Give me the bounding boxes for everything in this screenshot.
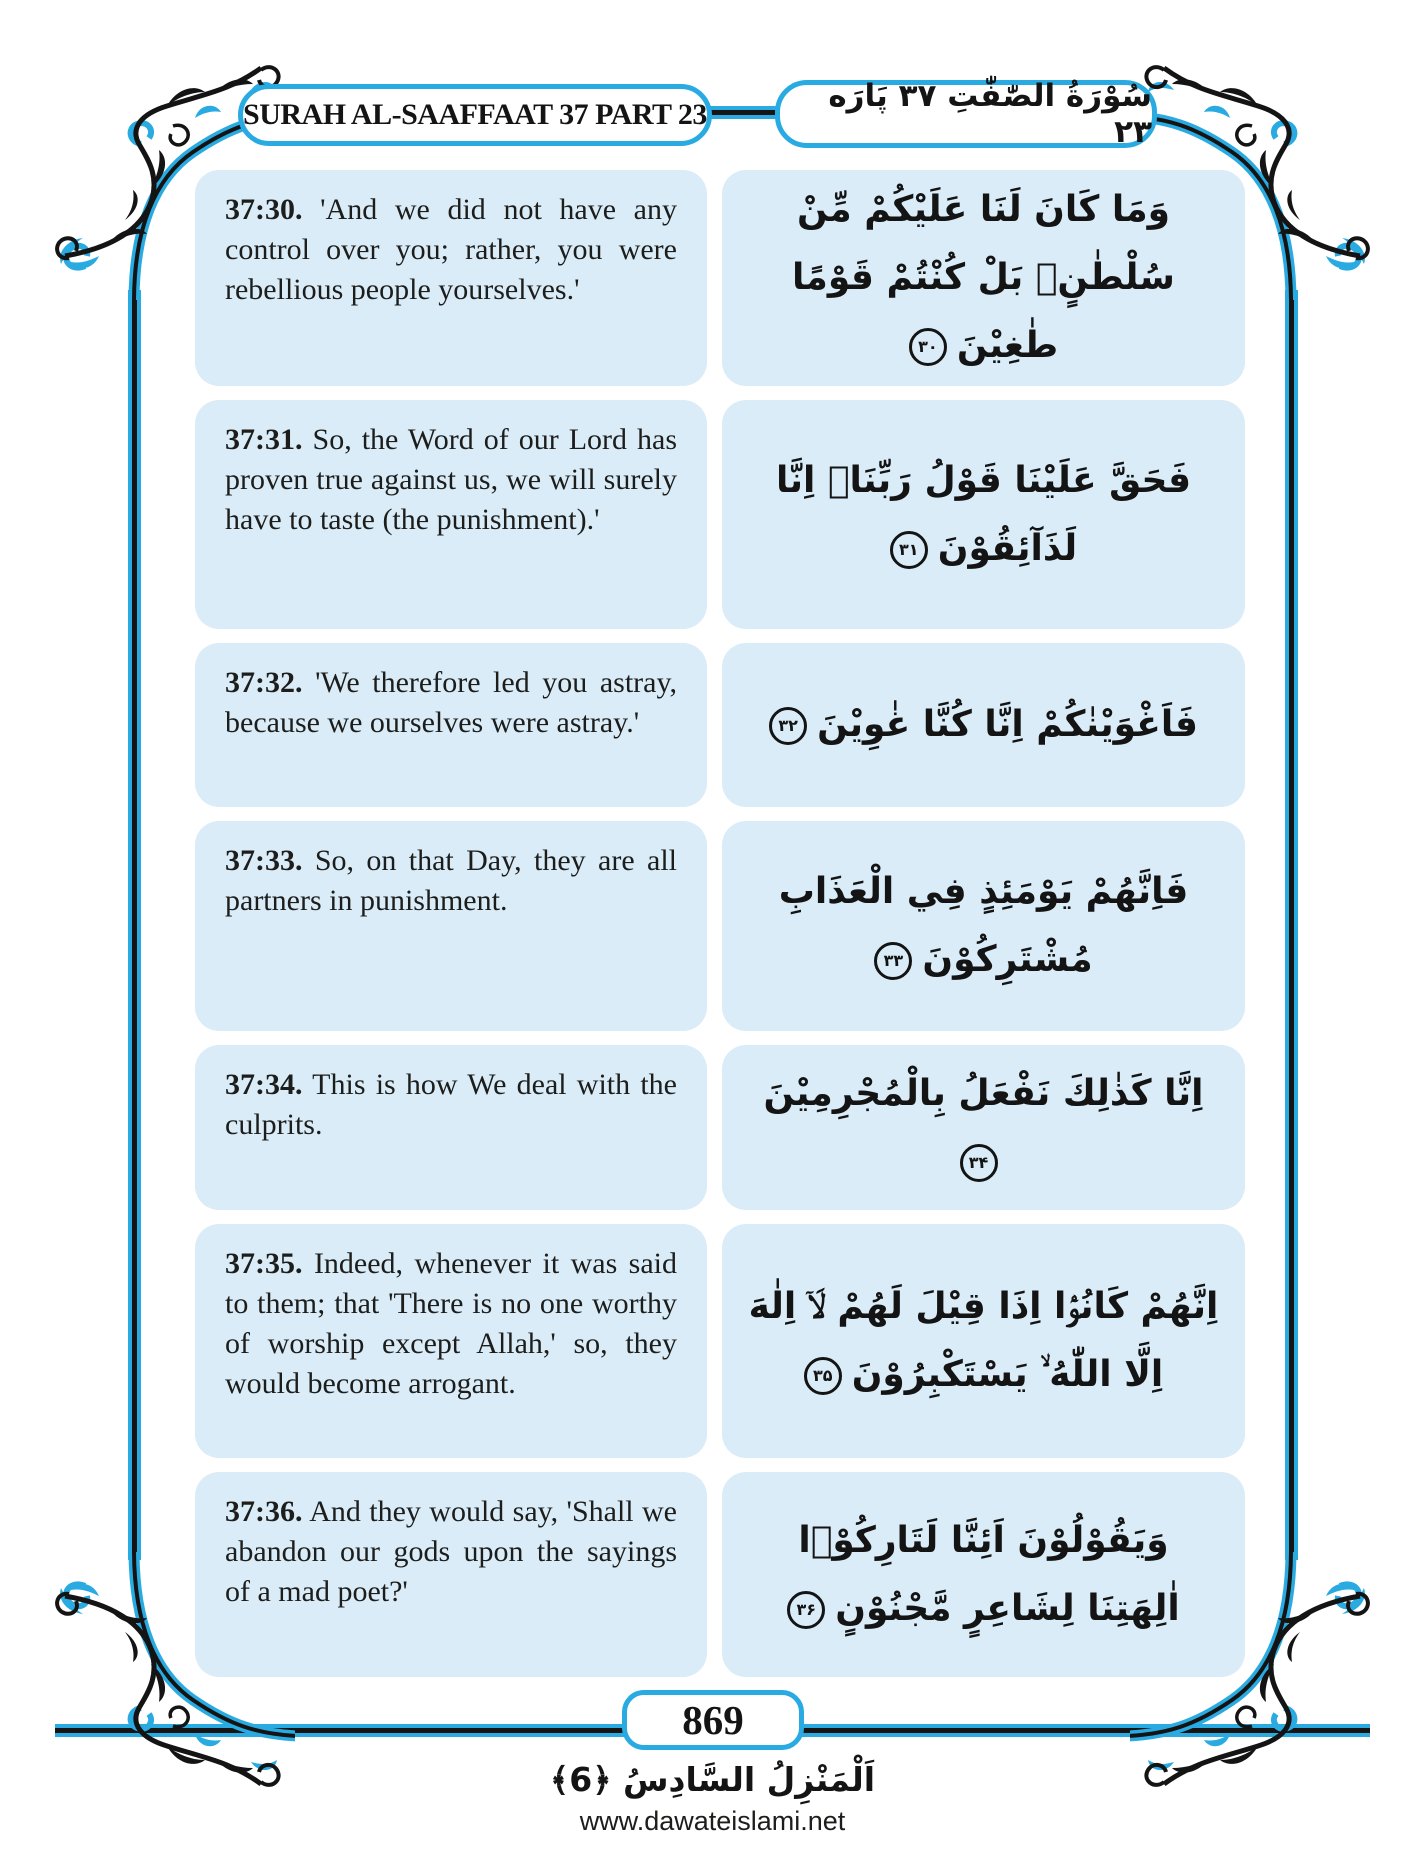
frame-line-right bbox=[1285, 290, 1298, 1560]
verse-number: 37:33. bbox=[225, 844, 303, 877]
arabic-verse-block bbox=[722, 400, 1245, 629]
english-verse-block bbox=[195, 821, 707, 1031]
ayah-number-badge: ۳۵ bbox=[804, 1357, 842, 1395]
english-verse-block bbox=[195, 1045, 707, 1210]
verse-number: 37:32. bbox=[225, 666, 303, 699]
verse-row bbox=[195, 1472, 1245, 1677]
arabic-verse-block bbox=[722, 1472, 1245, 1677]
verse-number: 37:30. bbox=[225, 193, 303, 226]
verse-row bbox=[195, 643, 1245, 807]
verse-number: 37:34. bbox=[225, 1068, 303, 1101]
english-translation-text: This is how We deal with the culprits. bbox=[225, 1068, 677, 1141]
arabic-verse-block bbox=[722, 643, 1245, 807]
verse-number: 37:36. bbox=[225, 1495, 303, 1528]
arabic-verse-block bbox=[722, 170, 1245, 386]
website-url: www.dawateislami.net bbox=[579, 1806, 846, 1836]
surah-title-english-badge bbox=[238, 84, 712, 146]
verse-number: 37:31. bbox=[225, 423, 303, 456]
arabic-verse-text: اِنَّهُمْ كَانُوْۤا اِذَا قِيْلَ لَهُمْ لَاۤ اِلٰهَ اِلَّا اللّٰهُ ۙ يَسْتَكْبِرُوْنَ bbox=[748, 1286, 1219, 1395]
arabic-verse-text: فَاَغْوَيْنٰكُمْ اِنَّا كُنَّا غٰوِيْنَ bbox=[817, 704, 1198, 745]
english-translation-text: 'And we did not have any control over you; rather, you were rebellious people yourselves.' bbox=[225, 193, 677, 306]
page-number: 869 bbox=[682, 1697, 744, 1743]
english-translation-text: So, on that Day, they are all partners in punishment. bbox=[225, 844, 678, 917]
arabic-verse-text: وَيَقُوْلُوْنَ اَئِنَّا لَتَارِكُوْۤا اٰلِهَتِنَا لِشَاعِرٍ مَّجْنُوْنٍ bbox=[798, 1519, 1180, 1629]
arabic-verse-block bbox=[722, 1045, 1245, 1210]
page-number-badge bbox=[622, 1690, 804, 1750]
english-verse-block bbox=[195, 1224, 707, 1458]
ayah-number-badge: ۳۲ bbox=[769, 707, 807, 745]
verse-row bbox=[195, 400, 1245, 629]
arabic-verse-text: فَحَقَّ عَلَيْنَا قَوْلُ رَبِّنَاۤ اِنَّا لَذَآئِقُوْنَ bbox=[775, 459, 1192, 569]
arabic-verse-text: فَاِنَّهُمْ يَوْمَئِذٍ فِي الْعَذَابِ مُشْتَرِكُوْنَ bbox=[778, 871, 1189, 980]
ayah-number-badge: ۳۶ bbox=[787, 1591, 825, 1629]
ayah-number-badge: ۳۴ bbox=[960, 1144, 998, 1182]
verse-row bbox=[195, 170, 1245, 386]
frame-line-left bbox=[128, 290, 141, 1560]
english-verse-block bbox=[195, 400, 707, 629]
verse-row bbox=[195, 1224, 1245, 1458]
verse-row bbox=[195, 1045, 1245, 1210]
verse-row bbox=[195, 821, 1245, 1031]
ayah-number-badge: ۳۳ bbox=[874, 942, 912, 980]
english-verse-block bbox=[195, 170, 707, 386]
arabic-verse-block bbox=[722, 821, 1245, 1031]
english-translation-text: Indeed, whenever it was said to them; that 'There is no one worthy of worship except Allah,' so, they would become arrogant. bbox=[225, 1247, 678, 1400]
arabic-verse-text: اِنَّا كَذٰلِكَ نَفْعَلُ بِالْمُجْرِمِيْنَ bbox=[763, 1072, 1204, 1114]
arabic-verse-text: وَمَا كَانَ لَنَا عَلَيْكُمْ مِّنْ سُلْطٰنٍۚ بَلْ كُنْتُمْ قَوْمًا طٰغِيْنَ bbox=[792, 189, 1175, 366]
verse-number: 37:35. bbox=[225, 1247, 303, 1280]
english-translation-text: So, the Word of our Lord has proven true against us, we will surely have to taste (the punishment).' bbox=[225, 423, 678, 536]
english-translation-text: And they would say, 'Shall we abandon our gods upon the sayings of a mad poet?' bbox=[225, 1495, 677, 1608]
arabic-verse-block bbox=[722, 1224, 1245, 1458]
ayah-number-badge: ۳۱ bbox=[890, 531, 928, 569]
manzil-label: اَلْمَنْزِلُ السَّادِسُ ﴿6﴾ bbox=[549, 1760, 876, 1799]
verses-area bbox=[195, 170, 1245, 1691]
surah-title-arabic: سُوْرَةُ الصّٰفّٰتِ ۳۷ پَارَه ۲۳ bbox=[828, 78, 1152, 150]
english-verse-block bbox=[195, 643, 707, 807]
surah-title-english: SURAH AL-SAAFFAAT 37 PART 23 bbox=[243, 98, 707, 131]
ayah-number-badge: ۳۰ bbox=[909, 328, 947, 366]
surah-title-arabic-badge bbox=[775, 80, 1157, 148]
english-verse-block bbox=[195, 1472, 707, 1677]
english-translation-text: 'We therefore led you astray, because we ourselves were astray.' bbox=[225, 666, 678, 739]
